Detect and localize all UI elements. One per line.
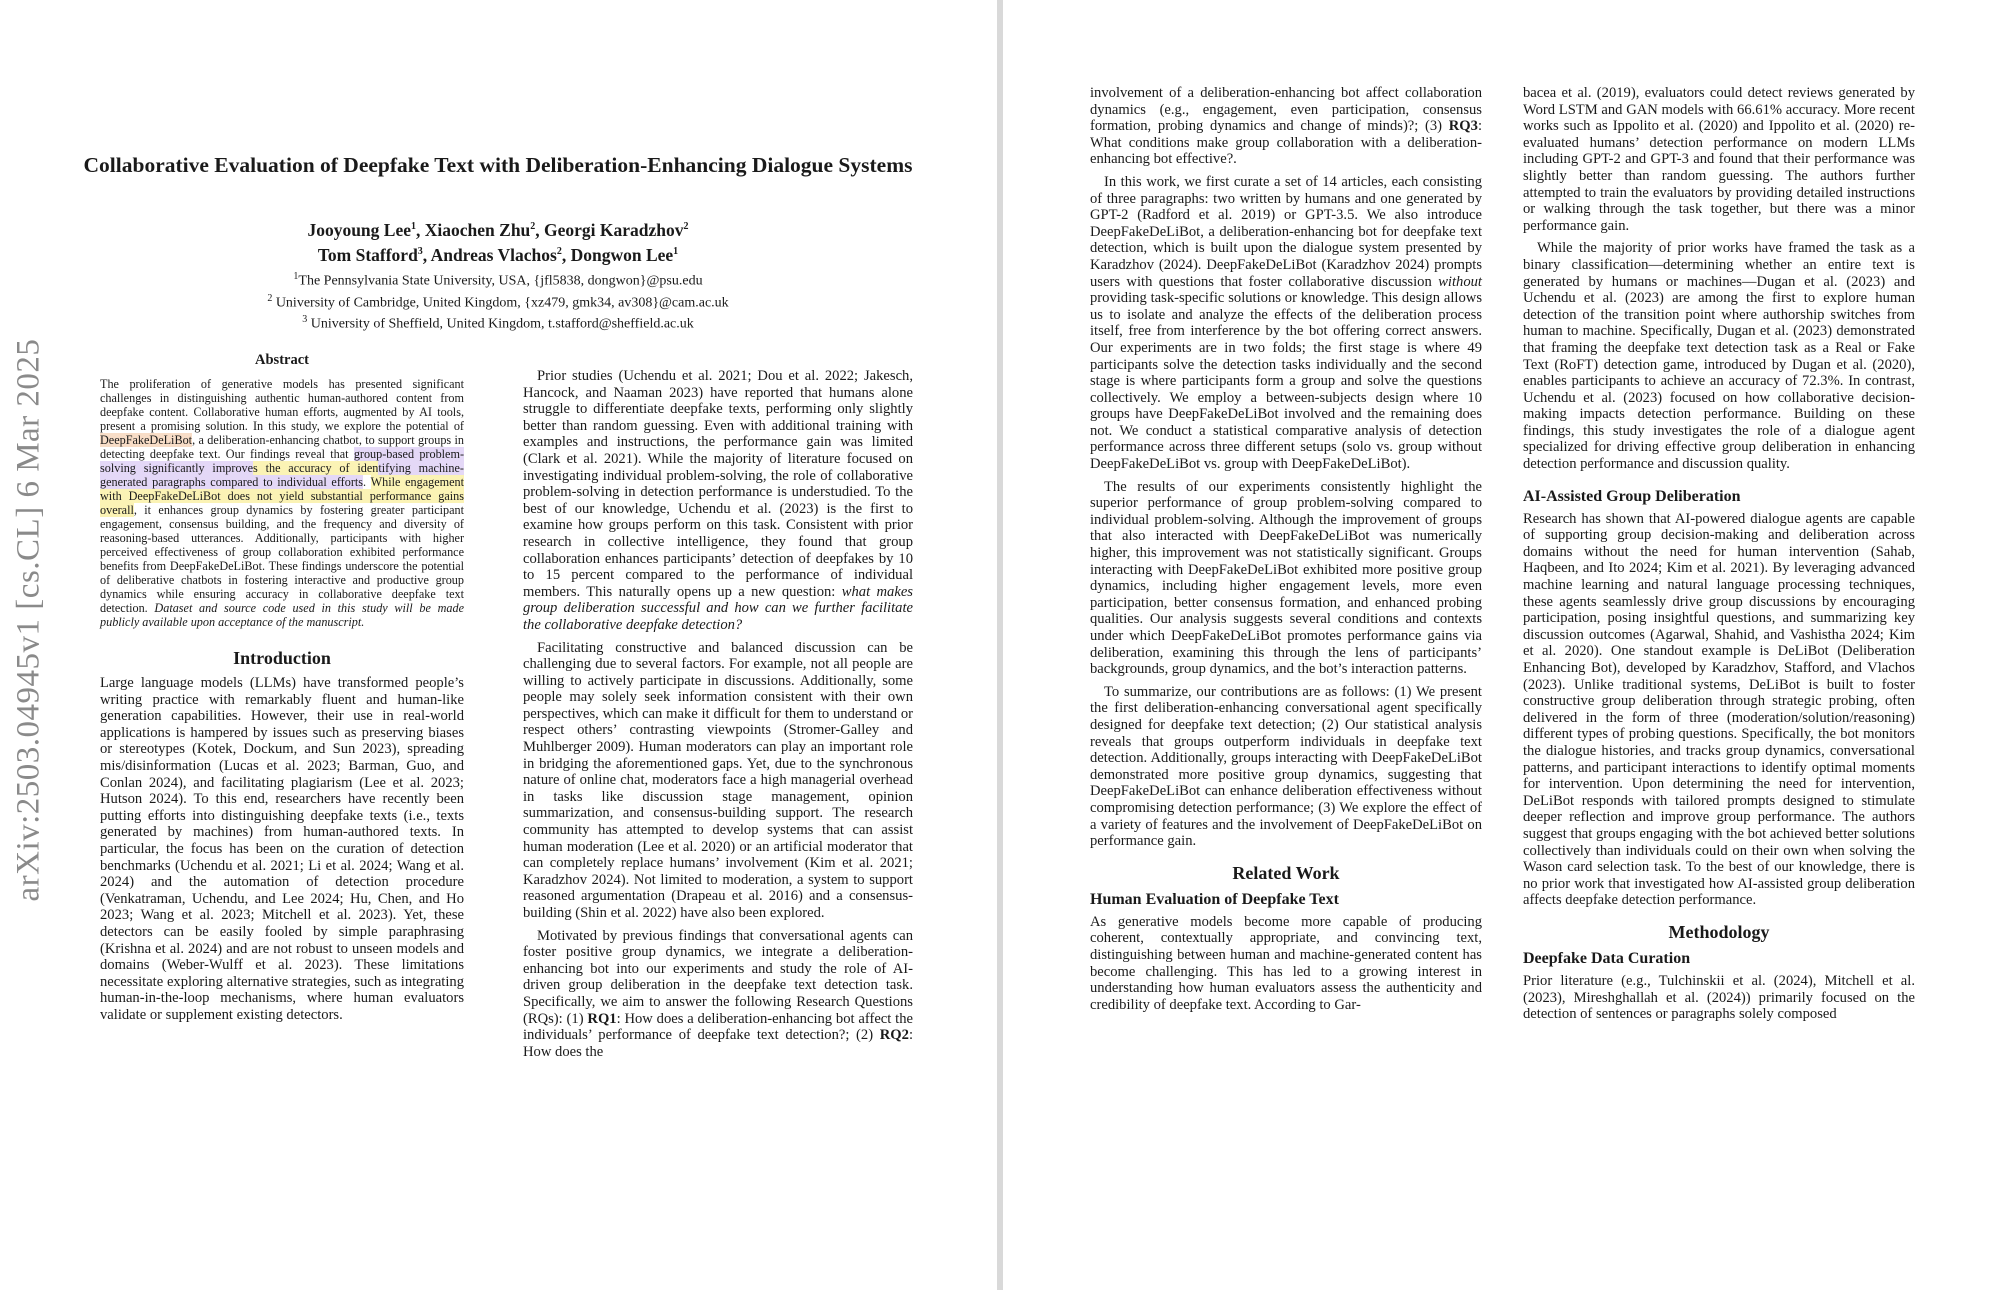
paper-title: Collaborative Evaluation of Deepfake Text with Deliberation-Enhancing Dialogue Systems bbox=[83, 153, 913, 177]
abstract-text: The proliferation of generative models has presented significant challenges in distinguishing authentic human-authored content from deepfake content. Collaborative human efforts, augmented by AI tools, present a promising solution. In this study, we explore the potential of DeepFakeDeLiBot, a deliberation-enhancing chatbot, to support groups in detecting deepfake text. Our findings reveal that group-based problem-solving significantly improves the accuracy of identifying machine-generated paragraphs compared to individual efforts. While engagement with DeepFakeDeLiBot does not yield substantial performance gains overall, it enhances group dynamics by fostering greater participant engagement, consensus building, and the frequency and diversity of reasoning-based utterances. Additionally, participants with higher perceived effectiveness of group collaboration exhibited performance benefits from DeepFakeDeLiBot. These findings underscore the potential of deliberative chatbots in fostering interactive and productive group dynamics while ensuring accuracy in collaborative deepfake text detection. Dataset and source code used in this study will be made publicly available upon acceptance of the manuscript. bbox=[100, 377, 464, 629]
column-4 bbox=[1523, 85, 1915, 1023]
page-left bbox=[0, 0, 997, 1290]
arxiv-identifier: arXiv:2503.04945v1 [cs.CL] 6 Mar 2025 bbox=[10, 338, 47, 902]
col2-paragraph-1: Prior studies (Uchendu et al. 2021; Dou et al. 2022; Jakesch, Hancock, and Naaman 2023) have reported that humans alone struggle to differentiate deepfake texts, performing only slightly better than random guessing. Even with additional training with examples and instructions, the performance gain was limited (Clark et al. 2021). While the majority of literature focused on investigating individual problem-solving, the role of collaborative problem-solving in detection performance is understudied. To the best of our knowledge, Uchendu et al. (2023) is the first to examine how groups perform on this task. Consistent with prior research in collective intelligence, they found that group collaboration enhances participants’ detection of deepfakes by 10 to 15 percent compared to the performance of individual members. This naturally opens up a new question: what makes group deliberation successful and how can we further facilitate the collaborative deepfake detection? bbox=[523, 368, 913, 633]
col3-paragraph-1: involvement of a deliberation-enhancing bot affect collaboration dynamics (e.g., engagement, even participation, consensus formation, probing dynamics and change of minds)?; (3) RQ3: What conditions make group collaboration with a deliberation-enhancing bot effective?. bbox=[1090, 85, 1482, 168]
col4-paragraph-3: Research has shown that AI-powered dialogue agents are capable of supporting group decision-making and deliberation across domains without the need for human intervention (Sahab, Haqbeen, and Ito 2024; Kim et al. 2021). By leveraging advanced machine learning and natural language processing techniques, these agents seamlessly drive group discussions by encouraging participation, posing insightful questions, and summarizing key discussion outcomes (Agarwal, Shahid, and Vashistha 2024; Kim et al. 2020). One standout example is DeLiBot (Deliberation Enhancing Bot), developed by Karadzhov, Stafford, and Vlachos (2023). Unlike traditional systems, DeLiBot is built to foster constructive group deliberation through strategic probing, often delivered in the form of three (moderation/solution/reasoning) different types of probing questions. Specifically, the bot monitors the dialogue histories, and tracks group dynamics, conversational patterns, and participant interactions to identify optimal moments for intervention. Upon determining the need for intervention, DeLiBot responds with tailored prompts designed to stimulate deeper reflection and improve group performance. The authors suggest that groups engaging with the bot achieved better solutions collectively than individuals could on their own when solving the Wason card selection task. To the best of our knowledge, there is no prior work that investigated how AI-assisted group deliberation affects deepfake detection performance. bbox=[1523, 510, 1915, 909]
author-list bbox=[82, 216, 914, 266]
column-1 bbox=[100, 352, 464, 1023]
human-evaluation-heading: Human Evaluation of Deepfake Text bbox=[1090, 890, 1339, 908]
column-3 bbox=[1090, 85, 1482, 1013]
authors-line-1: Jooyoung Lee$^1$, Xiaochen Zhu$^2$, Georgi Karadzhov$^2$ bbox=[307, 219, 689, 240]
col3-paragraph-3: The results of our experiments consistently highlight the superior performance of group problem-solving compared to individual problem-solving. Although the improvement of groups that also interacted with DeepFakeDeLiBot was numerically higher, this improvement was not statistically significant. Groups interacting with DeepFakeDeLiBot exhibited more positive group dynamics, including higher engagement levels, more even participation, better consensus formation, and enhanced probing qualities. Our analysis suggests several conditions and contexts under which DeepFakeDeLiBot promotes performance gains via deliberation, examining this through the lens of participants’ backgrounds, group dynamics, and the bot’s interaction patterns. bbox=[1090, 478, 1482, 678]
authors-line-2: Tom Stafford$^3$, Andreas Vlachos$^2$, Dongwon Lee$^1$ bbox=[317, 244, 679, 265]
introduction-heading: Introduction bbox=[233, 648, 331, 668]
col3-paragraph-5: As generative models become more capable of producing coherent, contextually appropriate, and convincing text, distinguishing between human and machine-generated content has become challenging. This has led to a growing interest in understanding how human evaluators assess the authenticity and credibility of deepfake text. According to Gar- bbox=[1090, 913, 1482, 1013]
affiliations bbox=[82, 268, 914, 333]
methodology-heading: Methodology bbox=[1668, 921, 1770, 942]
col2-paragraph-3: Motivated by previous findings that conversational agents can foster positive group dynamics, we integrate a deliberation-enhancing bot into our experiments and study the role of AI-driven group deliberation in the deepfake text detection task. Specifically, we aim to answer the following Research Questions (RQs): (1) RQ1: How does a deliberation-enhancing bot affect the individuals’ performance of deepfake text detection?; (2) RQ2: How does the bbox=[523, 927, 913, 1060]
affiliation-2: $^2$ University of Cambridge, United Kingdom, {xz479, gmk34, av308}@cam.ac.uk bbox=[267, 292, 729, 311]
affiliation-1: $^1$The Pennsylvania State University, USA, {jfl5838, dongwon}@psu.edu bbox=[293, 271, 703, 289]
col3-paragraph-4: To summarize, our contributions are as follows: (1) We present the first deliberation-enhancing conversational agent specifically designed for deepfake text detection; (2) Our statistical analysis reveals that groups outperform individuals in deepfake text detection. Additionally, groups interacting with DeepFakeDeLiBot demonstrated more positive group dynamics, suggesting that DeepFakeDeLiBot can enhance deliberation effectiveness without compromising detection performance; (3) We explore the effect of a variety of features and the involvement of DeepFakeDeLiBot on performance gain. bbox=[1090, 683, 1482, 850]
col2-paragraph-2: Facilitating constructive and balanced discussion can be challenging due to several factors. For example, not all people are willing to actively participate in discussions. Additionally, some people may solely seek information consistent with their own perspectives, which can make it difficult for them to understand or respect others’ contrasting viewpoints (Stromer-Galley and Muhlberger 2009). Human moderators can play an important role in bridging the aforementioned gaps. Yet, due to the synchronous nature of online chat, moderators face a high managerial overhead in tasks like discussion stage management, opinion summarization, and consensus-building support. The research community has attempted to develop systems that can assist human moderation (Lee et al. 2020) or an artificial moderator that can completely replace humans’ involvement (Kim et al. 2021; Karadzhov 2024). Not limited to moderation, a system to support reasoned argumentation (Drapeau et al. 2016) and a consensus-building (Shin et al. 2022) have also been explored. bbox=[523, 639, 913, 921]
affiliation-3: $^3$ University of Sheffield, United Kingdom, t.stafford@sheffield.ac.uk bbox=[302, 314, 694, 332]
data-curation-heading: Deepfake Data Curation bbox=[1523, 949, 1691, 967]
abstract-heading: Abstract bbox=[255, 352, 309, 368]
ai-assisted-deliberation-heading: AI-Assisted Group Deliberation bbox=[1523, 487, 1741, 505]
col4-paragraph-2: While the majority of prior works have framed the task as a binary classification—determining whether an entire text is generated by humans or machines—Dugan et al. (2023) and Uchendu et al. (2023) are among the first to explore human detection of the transition point where authorship switches from human to machine. Specifically, Dugan et al. (2023) demonstrated that framing the deepfake text detection task as a Real or Fake Text (RoFT) detection game, introduced by Dugan et al. (2020), enables participants to achieve an accuracy of 72.3%. In contrast, Uchendu et al. (2023) focused on how collaborative decision-making impacts detection performance. Building on these findings, this study investigates the role of a dialogue agent specialized for driving effective group deliberation in enhancing detection performance and discussion quality. bbox=[1523, 240, 1915, 473]
intro-paragraph-1: Large language models (LLMs) have transformed people’s writing practice with remarkably fluent and human-like generation capabilities. However, their use in real-world applications is hampered by issues such as preserving biases or stereotypes (Kotek, Dockum, and Sun 2023), spreading mis/disinformation (Lucas et al. 2023; Barman, Guo, and Conlan 2024), and facilitating plagiarism (Lee et al. 2023; Hutson 2024). To this end, researchers have recently been putting efforts into distinguishing deepfake texts (i.e., texts generated by machines) from human-authored texts. In particular, the focus has been on the curation of detection benchmarks (Uchendu et al. 2021; Li et al. 2024; Wang et al. 2024) and the automation of detection procedure (Venkatraman, Uchendu, and Lee 2024; Hu, Chen, and Ho 2023; Wang et al. 2023; Mitchell et al. 2023). Yet, these detectors can be easily fooled by simple paraphrasing (Krishna et al. 2024) and are not robust to unseen models and domains (Weber-Wulff et al. 2023). These limitations necessitate exploring alternative strategies, such as integrating human-in-the-loop mechanisms, where human evaluators validate or supplement existing detectors. bbox=[100, 675, 464, 1023]
col4-paragraph-4: Prior literature (e.g., Tulchinskii et al. (2024), Mitchell et al. (2023), Mireshghallah et al. (2024)) primarily focused on the detection of sentences or paragraphs solely composed bbox=[1523, 972, 1915, 1023]
related-work-heading: Related Work bbox=[1232, 862, 1340, 883]
col3-paragraph-2: In this work, we first curate a set of 14 articles, each consisting of three paragraphs: two written by humans and one generated by GPT-2 (Radford et al. 2019) or GPT-3.5. We also introduce DeepFakeDeLiBot, a deliberation-enhancing bot for deepfake text detection, which is built upon the dialogue system presented by Karadzhov (2024). DeepFakeDeLiBot (Karadzhov 2024) prompts users with questions that foster collaborative discussion without providing task-specific solutions or knowledge. This design allows us to isolate and analyze the effects of the deliberation process itself, free from interference by the bot offering correct answers. Our experiments are in two folds; the first stage is where 49 participants solve the detection tasks individually and the second stage is where participants form a group and solve the questions collectively. We employ a between-subjects design where 10 groups have DeepFakeDeLiBot involved and the remaining does not. We conduct a statistical comparative analysis of detection performance across three different setups (solo vs. group without DeepFakeDeLiBot vs. group with DeepFakeDeLiBot). bbox=[1090, 173, 1482, 473]
col4-paragraph-1: bacea et al. (2019), evaluators could detect reviews generated by Word LSTM and GAN models with 66.61% accuracy. More recent works such as Ippolito et al. (2020) and Ippolito et al. (2020) re-evaluated humans’ detection performance on modern LLMs including GPT-2 and GPT-3 and found that their performance was slightly better than random guessing. The authors further attempted to train the evaluators by providing detailed instructions or walking through the task together, but there was a minor performance gain. bbox=[1523, 85, 1915, 234]
column-2 bbox=[523, 368, 913, 1060]
page-right bbox=[1003, 0, 2000, 1290]
